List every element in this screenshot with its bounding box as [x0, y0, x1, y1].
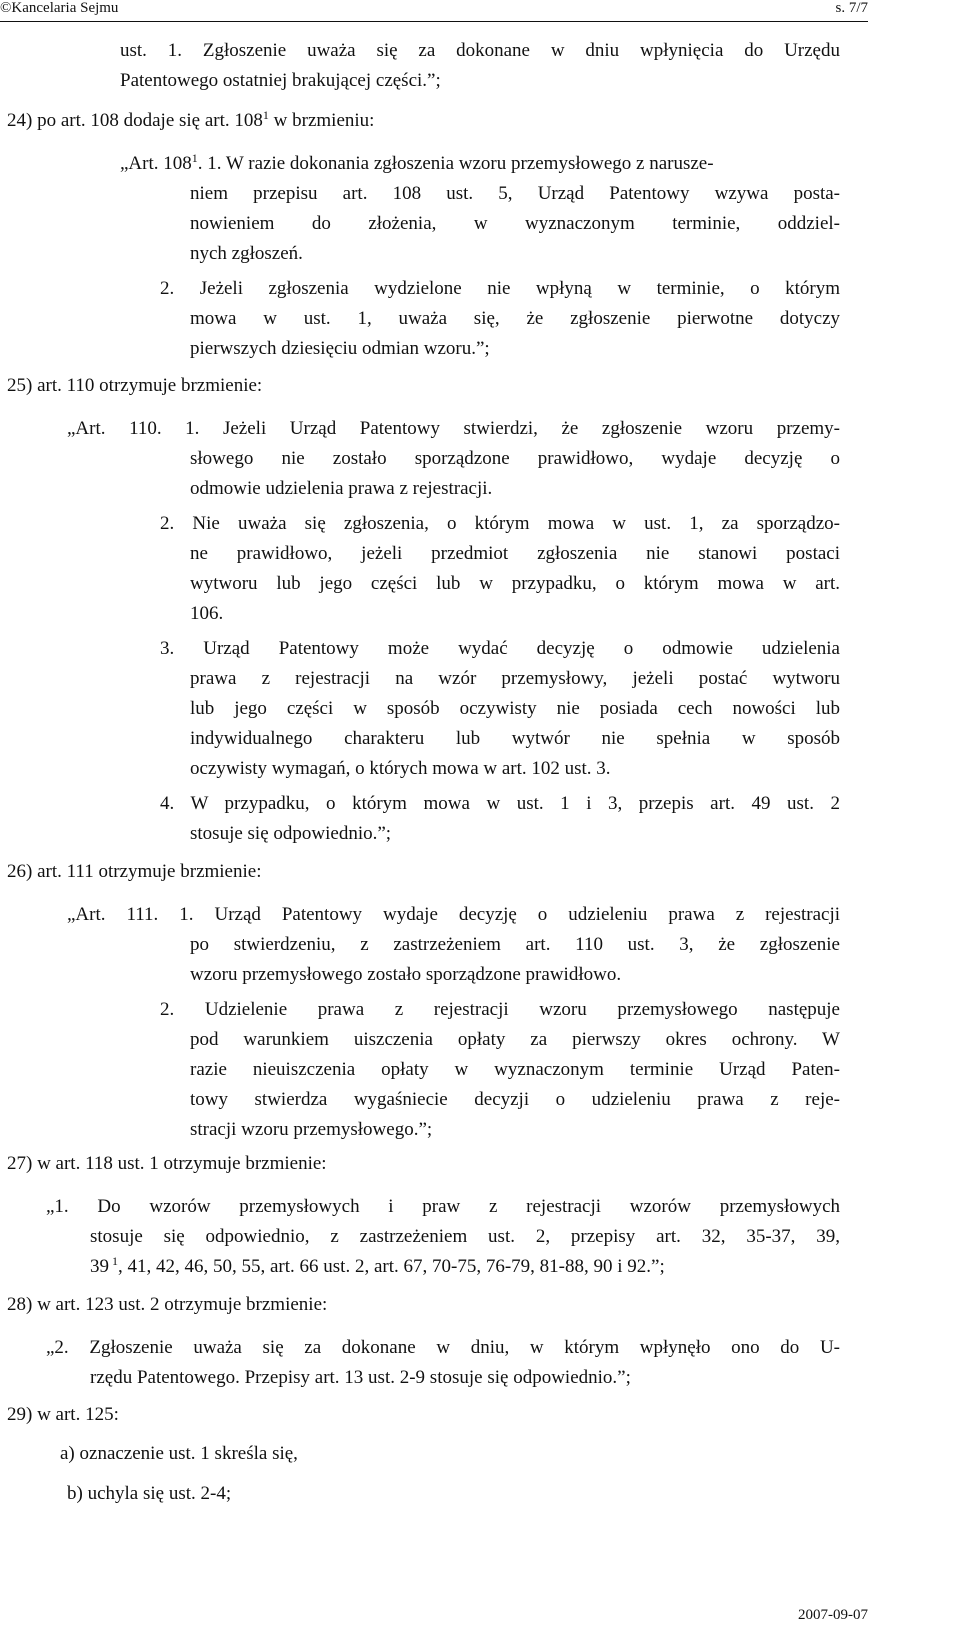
- footer-date: 2007-09-07: [798, 1607, 868, 1623]
- art-110-ust2-cont: [190, 539, 840, 629]
- text-line: stracji wzoru przemysłowego.”;: [190, 1119, 433, 1140]
- text-line: 2. Jeżeli zgłoszenia wydzielone nie wpłyną w terminie, o którym: [160, 278, 840, 299]
- text-line: słowego nie zostało sporządzone prawidłowo, wydaje decyzję o: [190, 448, 840, 469]
- text-line: nych zgłoszeń.: [190, 243, 303, 264]
- art-110-ust4-cont: [190, 819, 840, 849]
- art-118-ust1-cont: [90, 1222, 840, 1252]
- art-108-1-line: [120, 149, 714, 179]
- text-line: indywidualnego charakteru lub wytwór nie spełnia w sposób: [190, 728, 840, 749]
- text-line: stosuje się odpowiednio.”;: [190, 823, 392, 844]
- text-line: 4. W przypadku, o którym mowa w ust. 1 i 3, przepis art. 49 ust. 2: [160, 793, 840, 814]
- text-line: Patentowego ostatniej brakującej części.”;: [120, 70, 441, 91]
- header-source: ©Kancelaria Sejmu: [0, 0, 119, 16]
- text-line: nowieniem do złożenia, w wyznaczonym terminie, oddziel-: [190, 213, 840, 234]
- superscript: 1: [262, 108, 269, 122]
- text-line: towy stwierdza wygaśniecie decyzji o udzieleniu prawa z reje-: [190, 1089, 840, 1110]
- art-118-ust1-last: [90, 1252, 665, 1282]
- point-text: w brzmieniu:: [268, 110, 375, 131]
- text-line: „Art. 111. 1. Urząd Patentowy wydaje decyzję o udzieleniu prawa z rejestracji: [67, 904, 840, 925]
- text-part: „Art. 108: [120, 153, 192, 174]
- text-line: stosuje się odpowiednio, z zastrzeżeniem ust. 2, przepisy art. 32, 35-37, 39,: [90, 1226, 840, 1247]
- point-25: 25) art. 110 otrzymuje brzmienie:: [7, 375, 263, 396]
- point-26: 26) art. 111 otrzymuje brzmienie:: [7, 861, 262, 882]
- point-text: 24) po art. 108 dodaje się art. 108: [7, 110, 263, 131]
- art-108-1-ust2-cont: [190, 304, 840, 364]
- point-29-a: a) oznaczenie ust. 1 skreśla się,: [60, 1443, 298, 1464]
- art-110-ust1-cont: [190, 444, 840, 504]
- superscript: 1: [109, 1254, 118, 1268]
- art-110-ust3-cont: [190, 664, 840, 784]
- text-line: mowa w ust. 1, uważa się, że zgłoszenie pierwotne dotyczy: [190, 308, 840, 329]
- art-118-ust1: [46, 1192, 840, 1222]
- art-111-ust1-cont: [190, 930, 840, 990]
- page-header: [0, 0, 960, 20]
- art-111-ust2-cont: [190, 1025, 840, 1145]
- text-line: ne prawidłowo, jeżeli przedmiot zgłoszenia nie stanowi postaci: [190, 543, 840, 564]
- text-line: 2. Nie uważa się zgłoszenia, o którym mowa w ust. 1, za sporządzo-: [160, 513, 840, 534]
- art-123-ust2: [46, 1333, 840, 1363]
- text-line: razie nieuiszczenia opłaty w wyznaczonym terminie Urząd Paten-: [190, 1059, 840, 1080]
- text-part: 39: [90, 1256, 109, 1277]
- text-line: 2. Udzielenie prawa z rejestracji wzoru przemysłowego następuje: [160, 999, 840, 1020]
- point-24: [7, 106, 374, 136]
- text-line: wzoru przemysłowego zostało sporządzone prawidłowo.: [190, 964, 622, 985]
- text-line: ust. 1. Zgłoszenie uważa się za dokonane w dniu wpłynięcia do Urzędu: [120, 40, 840, 61]
- point-29: 29) w art. 125:: [7, 1404, 119, 1425]
- header-page-number: s. 7/7: [835, 0, 868, 16]
- text-line: wytworu lub jego części lub w przypadku, o którym mowa w art.: [190, 573, 840, 594]
- text-line: „1. Do wzorów przemysłowych i praw z rejestracji wzorów przemysłowych: [46, 1196, 840, 1217]
- text-line: 106.: [190, 603, 224, 624]
- text-part: . 1. W razie dokonania zgłoszenia wzoru przemysłowego z narusze-: [197, 153, 714, 174]
- text-line: pod warunkiem uiszczenia opłaty za pierwszy okres ochrony. W: [190, 1029, 840, 1050]
- art-110-ust1: [67, 414, 840, 444]
- text-line: po stwierdzeniu, z zastrzeżeniem art. 110 ust. 3, że zgłoszenie: [190, 934, 840, 955]
- art-110-ust4: [160, 789, 840, 819]
- point-29-b: b) uchyla się ust. 2-4;: [67, 1483, 232, 1504]
- text-part: , 41, 42, 46, 50, 55, art. 66 ust. 2, art. 67, 70-75, 76-79, 81-88, 90 i 92.”;: [118, 1256, 665, 1277]
- text-line: rzędu Patentowego. Przepisy art. 13 ust. 2-9 stosuje się odpowiednio.”;: [90, 1367, 631, 1388]
- text-line: odmowie udzielenia prawa z rejestracji.: [190, 478, 493, 499]
- art-110-ust3: [160, 634, 840, 664]
- text-line: niem przepisu art. 108 ust. 5, Urząd Patentowy wzywa posta-: [190, 183, 840, 204]
- text-line: 3. Urząd Patentowy może wydać decyzję o odmowie udzielenia: [160, 638, 840, 659]
- art-123-ust2-cont: [90, 1363, 840, 1393]
- art-108-1-block: [190, 179, 840, 269]
- text-line: oczywisty wymagań, o których mowa w art. 102 ust. 3.: [190, 758, 611, 779]
- art-111-ust1: [67, 900, 840, 930]
- art-108-1-ust2: [160, 274, 840, 304]
- text-line: prawa z rejestracji na wzór przemysłowy, jeżeli postać wytworu: [190, 668, 840, 689]
- continuation-block: [120, 36, 840, 96]
- text-line: lub jego części w sposób oczywisty nie posiada cech nowości lub: [190, 698, 840, 719]
- superscript: 1: [191, 151, 198, 165]
- point-27: 27) w art. 118 ust. 1 otrzymuje brzmienie:: [7, 1153, 327, 1174]
- text-line: „Art. 110. 1. Jeżeli Urząd Patentowy stwierdzi, że zgłoszenie wzoru przemy-: [67, 418, 840, 439]
- art-110-ust2: [160, 509, 840, 539]
- point-28: 28) w art. 123 ust. 2 otrzymuje brzmienie:: [7, 1294, 328, 1315]
- text-line: pierwszych dziesięciu odmian wzoru.”;: [190, 338, 490, 359]
- header-divider: [0, 21, 868, 22]
- text-line: „2. Zgłoszenie uważa się za dokonane w dniu, w którym wpłynęło ono do U-: [46, 1337, 840, 1358]
- art-111-ust2: [160, 995, 840, 1025]
